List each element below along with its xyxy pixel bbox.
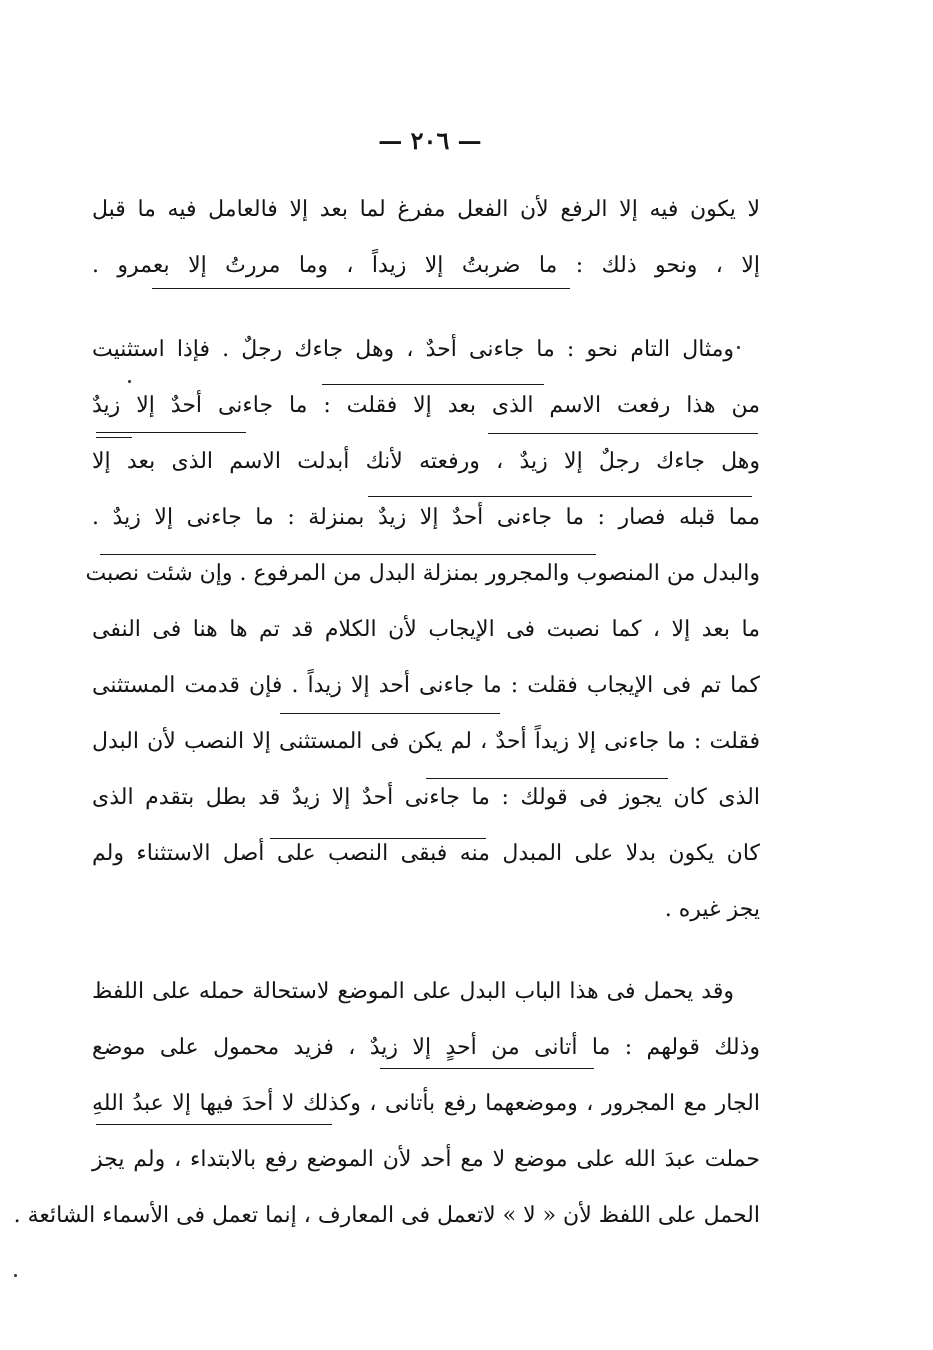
text-line: ومثال التام نحو : ما جاءنى أحدٌ ، وهل جاءك رجلٌ . فإذا استثنيت	[92, 337, 734, 362]
handwritten-underline	[270, 838, 486, 839]
handwritten-underline	[96, 437, 132, 438]
handwritten-underline	[100, 554, 596, 555]
scan-speck	[128, 380, 131, 383]
scan-speck	[14, 1274, 17, 1277]
text-line: كما تم فى الإيجاب فقلت : ما جاءنى أحد إلا زيداً . فإن قدمت المستثنى	[92, 673, 760, 698]
paragraph-1	[92, 182, 760, 294]
text-line: فقلت : ما جاءنى إلا زيداً أحدٌ ، لم يكن فى المستثنى إلا النصب لأن البدل	[92, 729, 760, 754]
text-line: الحمل على اللفظ لأن « لا » لاتعمل فى المعارف ، إنما تعمل فى الأسماء الشائعة .	[13, 1203, 760, 1228]
text-line: كان يكون بدلا على المبدل منه فبقى النصب على أصل الاستثناء ولم	[92, 841, 761, 866]
paragraph-3	[13, 964, 760, 1244]
text-line: مما قبله فصار : ما جاءنى أحدٌ إلا زيدٌ بمنزلة : ما جاءنى إلا زيدٌ .	[92, 505, 760, 530]
text-line: وقد يحمل فى هذا الباب البدل على الموضع لاستحالة حمله على اللفظ	[92, 979, 734, 1004]
handwritten-underline	[152, 288, 570, 289]
handwritten-underline	[380, 1068, 594, 1069]
text-line: الجار مع المجرور ، وموضعهما رفع بأتانى ، وكذلك لا أحدَ فيها إلا عبدُ اللهِ	[92, 1091, 760, 1116]
handwritten-underline	[488, 433, 758, 434]
text-line: يجز غيره .	[664, 897, 760, 922]
handwritten-underline	[368, 496, 752, 497]
text-line: وذلك قولهم : ما أتانى من أحدٍ إلا زيدٌ ، فزيد محمول على موضع	[92, 1035, 760, 1060]
handwritten-underline	[280, 713, 500, 714]
text-line: والبدل من المنصوب والمجرور بمنزلة البدل من المرفوع . وإن شئت نصبت	[85, 561, 760, 586]
paragraph-2	[85, 322, 761, 938]
text-line: إلا ، ونحو ذلك : ما ضربتُ إلا زيداً ، وما مررتُ إلا بعمرو .	[92, 253, 760, 278]
handwritten-underline	[322, 384, 544, 385]
text-line: حملت عبدَ الله على موضع لا مع أحد لأن الموضع رفع بالابتداء ، ولم يجز	[92, 1147, 760, 1172]
text-line: ما بعد إلا ، كما نصبت فى الإيجاب لأن الكلام قد تم ها هنا فى النفى	[92, 617, 760, 642]
text-line: الذى كان يجوز فى قولك : ما جاءنى أحدٌ إلا زيدٌ قد بطل بتقدم الذى	[92, 785, 760, 810]
scan-speck	[737, 346, 740, 349]
handwritten-underline	[96, 1124, 332, 1125]
handwritten-underline	[96, 432, 246, 433]
page-number: — ٢٠٦ —	[378, 126, 482, 155]
text-line: لا يكون فيه إلا الرفع لأن الفعل مفرغ لما بعد إلا فالعامل فيه ما قبل	[92, 197, 760, 222]
handwritten-underline	[426, 778, 668, 779]
text-line: من هذا رفعت الاسم الذى بعد إلا فقلت : ما جاءنى أحدٌ إلا زيدٌ	[92, 393, 760, 418]
text-line: وهل جاءك رجلٌ إلا زيدٌ ، ورفعته لأنك أبدلت الاسم الذى بعد إلا	[92, 449, 760, 474]
